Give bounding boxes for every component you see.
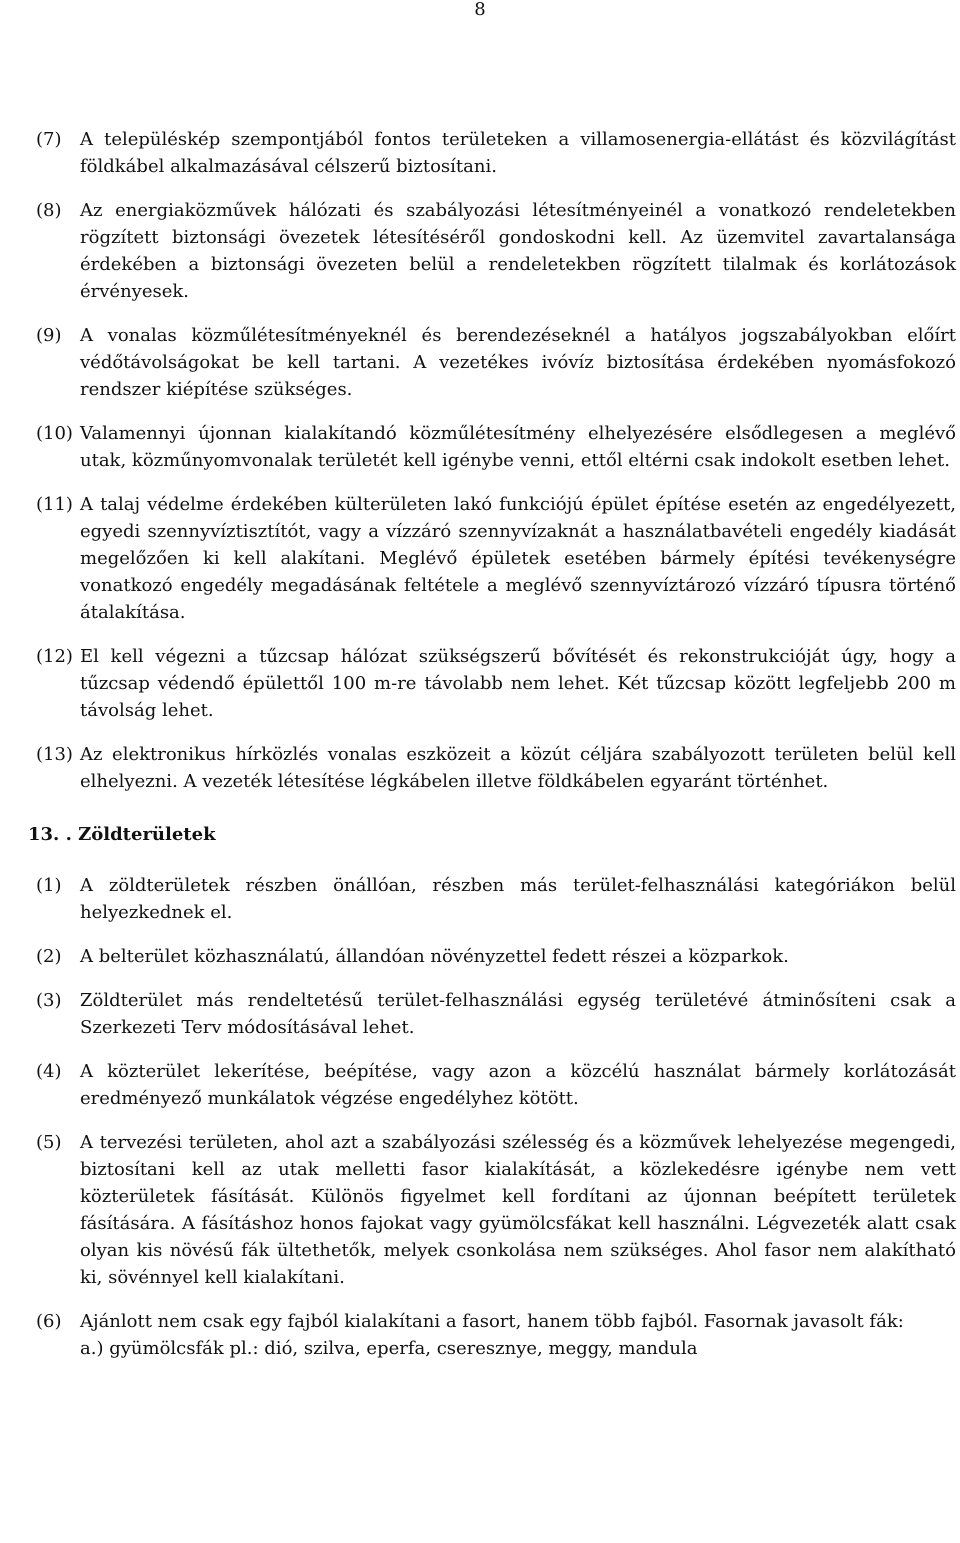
paragraph-number: (3)	[36, 990, 62, 1011]
paragraph-number: (1)	[36, 875, 62, 896]
paragraph-z6	[36, 1308, 956, 1335]
paragraph-z5	[36, 1129, 956, 1291]
paragraph-text: A tervezési területen, ahol azt a szabályozási szélesség és a közművek lehelyezése megengedi, biztosítani kell az utak melletti fasor kialakítását, a közlekedésre igénybe nem vett közterületek fásítását. Különös figyelmet kell fordítani az újonnan beépített területek fásítására. A fásításhoz honos fajokat vagy gyümölcsfákat kell használni. Légvezeték alatt csak olyan kis növésű fák ültethetők, melyek csonkolása nem szükséges. Ahol fasor nem alakítható ki, sövénnyel kell kialakítani.	[80, 1132, 956, 1288]
paragraph-number: (13)	[36, 744, 73, 765]
paragraph-9	[36, 322, 956, 403]
paragraph-number: (12)	[36, 646, 73, 667]
paragraph-text: A talaj védelme érdekében külterületen lakó funkciójú épület építése esetén az engedélyezett, egyedi szennyvíztisztítót, vagy a vízzáró szennyvízaknát a használatbavételi engedély kiadását megelőzően ki kell alakítani. Meglévő épületek esetében bármely építési tevékenységre vonatkozó engedély megadásának feltétele a meglévő szennyvíztározó vízzáró típusra történő átalakítása.	[80, 494, 956, 623]
paragraph-z4	[36, 1058, 956, 1112]
paragraph-11	[36, 491, 956, 626]
paragraph-number: (7)	[36, 129, 62, 150]
paragraph-text: Zöldterület más rendeltetésű terület-felhasználási egység területévé átminősíteni csak a Szerkezeti Terv módosításával lehet.	[80, 990, 956, 1038]
paragraph-text: Az energiaközművek hálózati és szabályozási létesítményeinél a vonatkozó rendeletekben rögzített biztonsági övezetek létesítéséről gondoskodni kell. Az üzemvitel zavartalansága érdekében a biztonsági övezeten belül a rendeletekben rögzített tilalmak és korlátozások érvényesek.	[80, 200, 956, 302]
paragraph-10	[36, 420, 956, 474]
paragraph-8	[36, 197, 956, 305]
paragraph-number: (10)	[36, 423, 73, 444]
section-title: 13. . Zöldterületek	[28, 824, 216, 845]
paragraph-text: A belterület közhasználatú, állandóan növényzettel fedett részei a közparkok.	[80, 946, 789, 967]
paragraph-number: (11)	[36, 494, 73, 515]
page-number: 8	[474, 0, 486, 20]
paragraph-number: (8)	[36, 200, 62, 221]
paragraph-number: (6)	[36, 1311, 62, 1332]
paragraph-text: Valamennyi újonnan kialakítandó közműlétesítmény elhelyezésére elsődlegesen a meglévő utak, közműnyomvonalak területét kell igénybe venni, ettől eltérni csak indokolt esetben lehet.	[80, 423, 956, 471]
paragraph-text: El kell végezni a tűzcsap hálózat szükségszerű bővítését és rekonstrukcióját úgy, hogy a tűzcsap védendő épülettől 100 m-re távolabb nem lehet. Két tűzcsap között legfeljebb 200 m távolság lehet.	[80, 646, 956, 721]
document-body	[28, 126, 956, 1362]
paragraph-12	[36, 643, 956, 724]
paragraph-number: (9)	[36, 325, 62, 346]
subitem-text: gyümölcsfák pl.: dió, szilva, eperfa, cseresznye, meggy, mandula	[109, 1338, 698, 1359]
paragraph-text: Az elektronikus hírközlés vonalas eszközeit a közút céljára szabályozott területen belül kell elhelyezni. A vezeték létesítése légkábelen illetve földkábelen egyaránt történhet.	[80, 744, 956, 792]
paragraph-z3	[36, 987, 956, 1041]
paragraph-text: A zöldterületek részben önállóan, részben más terület-felhasználási kategóriákon belül helyezkednek el.	[80, 875, 956, 923]
paragraph-7	[36, 126, 956, 180]
paragraph-text: A közterület lekerítése, beépítése, vagy azon a közcélú használat bármely korlátozását eredményező munkálatok végzése engedélyhez kötött.	[80, 1061, 956, 1109]
paragraph-13	[36, 741, 956, 795]
paragraph-number: (2)	[36, 946, 62, 967]
paragraph-number: (5)	[36, 1132, 62, 1153]
paragraph-z2	[36, 943, 956, 970]
paragraph-number: (4)	[36, 1061, 62, 1082]
paragraph-z1	[36, 872, 956, 926]
list-item	[36, 1335, 956, 1362]
paragraph-text: A vonalas közműlétesítményeknél és berendezéseknél a hatályos jogszabályokban előírt védőtávolságokat be kell tartani. A vezetékes ivóvíz biztosítása érdekében nyomásfokozó rendszer kiépítése szükséges.	[80, 325, 956, 400]
subitem-label: a.)	[80, 1338, 104, 1359]
paragraph-text: Ajánlott nem csak egy fajból kialakítani a fasort, hanem több fajból. Fasornak javasolt fák:	[80, 1311, 904, 1332]
paragraph-text: A településkép szempontjából fontos területeken a villamosenergia-ellátást és közvilágítást földkábel alkalmazásával célszerű biztosítani.	[80, 129, 956, 177]
